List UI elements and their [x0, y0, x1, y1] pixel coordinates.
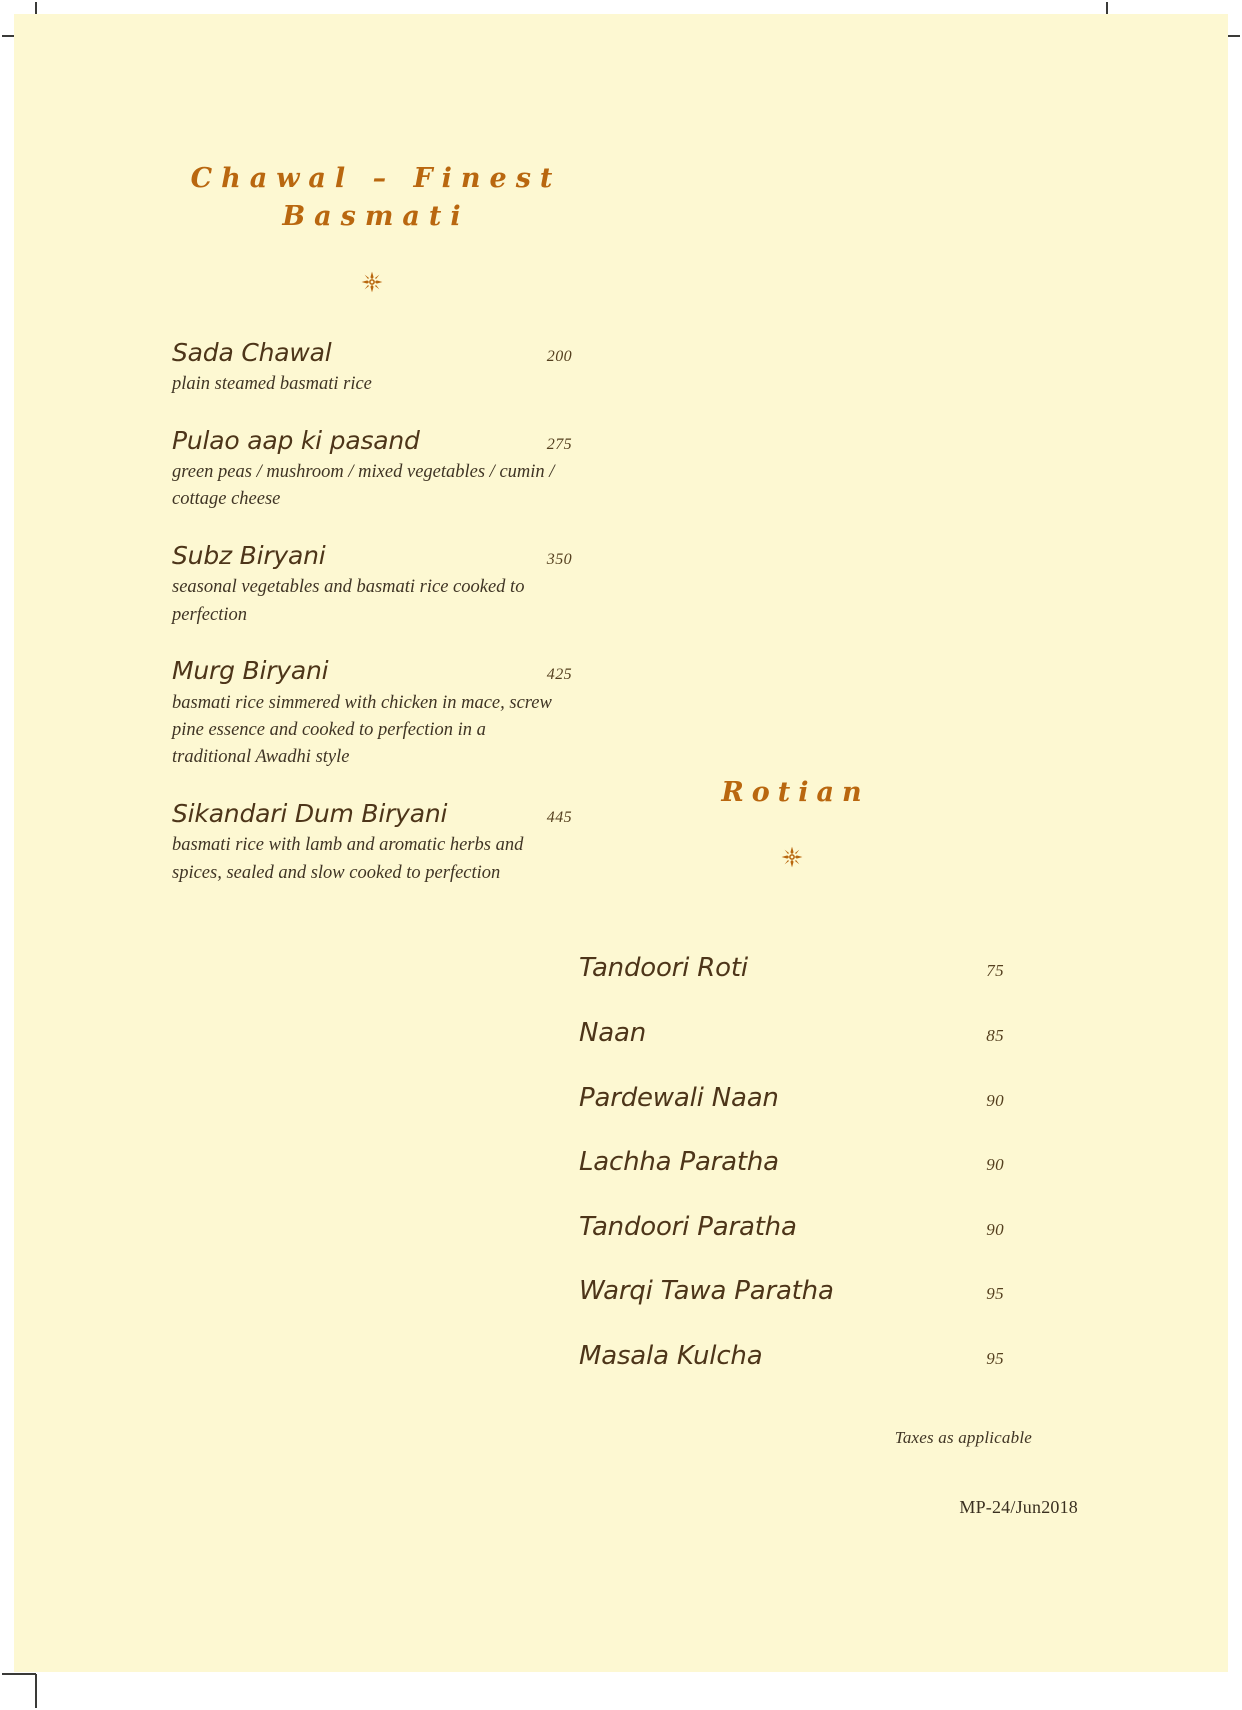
menu-item — [172, 800, 572, 887]
menu-item — [579, 954, 1004, 983]
floral-diamond-ornament — [361, 271, 383, 293]
floral-diamond-ornament — [781, 846, 803, 868]
section-chawal-title-line2: Basmati — [282, 201, 470, 233]
taxes-note: Taxes as applicable — [894, 1428, 1032, 1447]
menu-item-name: Pardewali Naan — [579, 1082, 779, 1113]
menu-item-name: Subz Biryani — [172, 540, 326, 570]
section-chawal — [172, 160, 572, 887]
menu-item-head — [172, 657, 572, 685]
menu-item — [579, 1213, 1004, 1242]
menu-item — [172, 339, 572, 399]
menu-item-price: 95 — [986, 1284, 1004, 1304]
section-rotian — [579, 774, 1004, 1406]
menu-item-description: basmati rice simmered with chicken in mace, screw pine essence and cooked to perfection in a traditional Awadhi style — [172, 692, 552, 768]
menu-item-name: Sikandari Dum Biryani — [172, 798, 448, 828]
menu-item — [579, 1148, 1004, 1177]
rotian-item-list — [579, 954, 1004, 1370]
menu-item-description: seasonal vegetables and basmati rice cooked to perfection — [172, 577, 525, 625]
menu-item-price: 445 — [546, 808, 572, 826]
menu-item — [579, 1277, 1004, 1306]
section-rotian-title: Rotian — [721, 777, 870, 808]
document-code: MP-24/Jun2018 — [959, 1497, 1078, 1517]
menu-item-name: Tandoori Roti — [579, 953, 748, 984]
menu-item-head — [172, 800, 572, 828]
menu-item-head — [579, 1084, 1004, 1113]
chawal-item-list — [172, 339, 572, 887]
crop-mark-bottom-left-vertical — [35, 1674, 37, 1708]
menu-page — [14, 14, 1228, 1672]
menu-item-head — [579, 954, 1004, 983]
menu-item-price: 90 — [986, 1090, 1004, 1110]
menu-item — [579, 1342, 1004, 1371]
menu-item-name: Warqi Tawa Paratha — [579, 1276, 834, 1307]
menu-item — [172, 542, 572, 629]
menu-item-name: Pulao aap ki pasand — [172, 425, 420, 455]
menu-item-name: Naan — [579, 1017, 646, 1048]
menu-item-head — [579, 1019, 1004, 1048]
menu-item-head — [172, 542, 572, 570]
menu-item-name: Masala Kulcha — [579, 1340, 763, 1371]
menu-item-head — [172, 339, 572, 367]
menu-item-name: Tandoori Paratha — [579, 1211, 797, 1242]
menu-item-head — [579, 1213, 1004, 1242]
menu-item — [579, 1084, 1004, 1113]
crop-mark-bottom-left-horizontal — [2, 1673, 36, 1675]
section-chawal-title-line1: Chawal – Finest — [190, 163, 562, 194]
menu-item-price: 275 — [546, 435, 572, 453]
menu-item-price: 90 — [986, 1219, 1004, 1239]
menu-item-price: 425 — [546, 666, 572, 684]
section-chawal-title — [172, 160, 572, 237]
menu-item-name: Lachha Paratha — [579, 1147, 779, 1178]
menu-item — [172, 657, 572, 772]
menu-item-price: 200 — [546, 347, 572, 365]
menu-item-description: green peas / mushroom / mixed vegetables / cumin / cottage cheese — [172, 462, 555, 510]
menu-item-name: Sada Chawal — [172, 337, 332, 367]
menu-item-head — [579, 1148, 1004, 1177]
menu-item-price: 95 — [986, 1348, 1004, 1368]
menu-item — [172, 427, 572, 514]
menu-item-description: basmati rice with lamb and aromatic herbs and spices, sealed and slow cooked to perfection — [172, 835, 524, 883]
menu-item-price: 85 — [986, 1025, 1004, 1045]
menu-item-price: 75 — [986, 961, 1004, 981]
menu-item-description: plain steamed basmati rice — [172, 374, 372, 395]
menu-item-head — [172, 427, 572, 455]
menu-item-head — [579, 1277, 1004, 1306]
menu-item-price: 90 — [986, 1155, 1004, 1175]
menu-item-price: 350 — [546, 550, 572, 568]
menu-item — [579, 1019, 1004, 1048]
menu-item-name: Murg Biryani — [172, 656, 329, 686]
menu-sheet — [14, 14, 1228, 1672]
menu-item-head — [579, 1342, 1004, 1371]
